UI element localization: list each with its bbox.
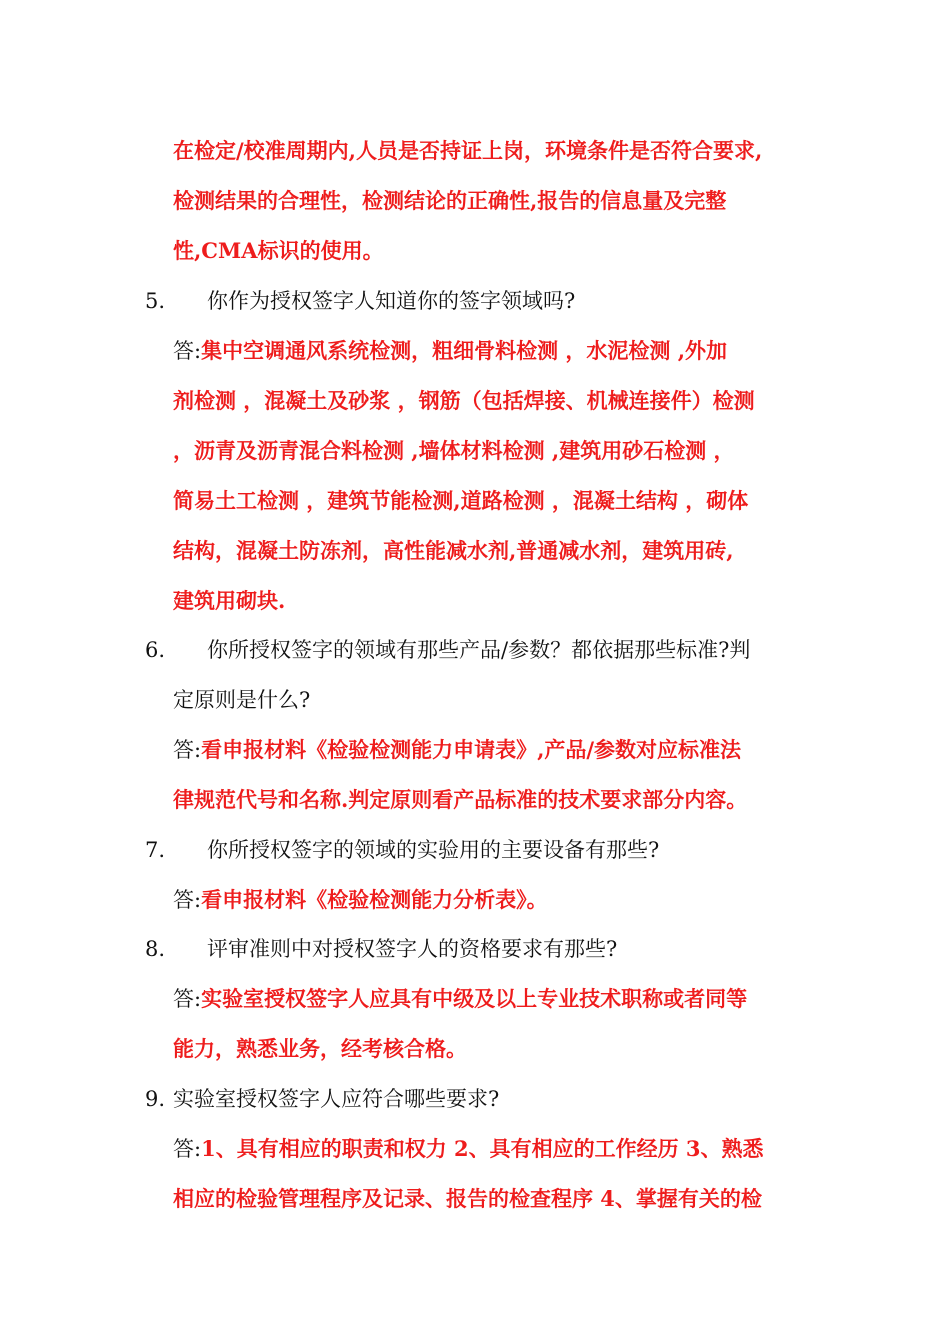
answer-label: 答: xyxy=(173,1137,202,1161)
question-number: 9. xyxy=(145,1087,166,1111)
answer-label: 答: xyxy=(173,888,202,912)
question-number: 7. xyxy=(145,838,166,862)
answer-label: 答: xyxy=(173,339,202,363)
question-text: 你作为授权签字人知道你的签字领域吗? xyxy=(207,289,576,313)
question-number: 6. xyxy=(145,638,166,662)
question-text: 你所授权签字的领域的实验用的主要设备有那些? xyxy=(207,838,660,862)
answer-text: 实验室授权签字人应具有中级及以上专业技术职称或者同等 xyxy=(201,986,748,1011)
answer-text: 看申报材料《检验检测能力分析表》。 xyxy=(201,887,548,912)
question-number: 8. xyxy=(145,937,166,961)
question-text: 实验室授权签字人应符合哪些要求? xyxy=(173,1087,500,1111)
answer-text: 1、具有相应的职责和权力 2、具有相应的工作经历 3、熟悉 xyxy=(201,1136,764,1161)
answer-text: 看申报材料《检验检测能力申请表》,产品/参数对应标准法 xyxy=(201,737,742,762)
answer-text: 集中空调通风系统检测，粗细骨料检测 ，水泥检测 ,外加 xyxy=(201,338,728,363)
document-page: 在检定/校准周期内,人员是否持证上岗，环境条件是否符合要求, 检测结果的合理性，检测结论的正确性,报告的信息量及完整 性,CMA标识的使用。 5. 你作为授权签字人知道你的签字领域吗? 答:集中空调通风系统检测，粗细骨料检测 ，水泥检测 ,外加 剂检测 ，混凝土及砂浆 ，钢筋（包括焊接、机械连接件）检测 ，沥青及沥青混合料检测 ,墙体材料检测 ,建筑用砂石检测 ， 简易土工检测 ，建筑节能检测,道路检测 ，混凝土结构 ，砌体 结构，混凝土防冻剂，高性能减水剂,普通减水剂，建筑用砖, 建筑用砌块. 6. 你所授权签字的领域有那些产品/参数？都依据那些标准?判 定原则是什么? 答:看申报材料《检验检测能力申请表》,产品/参数对应标准法 律规范代号和名称.判定原则看产品标准的技术要求部分内容。 7. 你所授权签字的领域的实验用的主要设备有那些? 答:看申报材料《检验检测能力分析表》。 8. 评审准则中对授权签字人的资格要求有那些? 答:实验室授权签字人应具有中级及以上专业技术职称或者同等 能力，熟悉业务，经考核合格。 9. 实验室授权签字人应符合哪些要求? 答:1、具有相应的职责和权力 2、具有相应的工作经历 3、熟悉 相应的检验管理程序及记录、报告的检查程序 4、掌握有关的检 xyxy=(145,138,764,1211)
question-text: 你所授权签字的领域有那些产品/参数？都依据那些标准?判 xyxy=(207,638,751,662)
answer-label: 答: xyxy=(173,987,202,1011)
question-text: 评审准则中对授权签字人的资格要求有那些? xyxy=(207,937,618,961)
answer-label: 答: xyxy=(173,738,202,762)
question-number: 5. xyxy=(145,289,166,313)
